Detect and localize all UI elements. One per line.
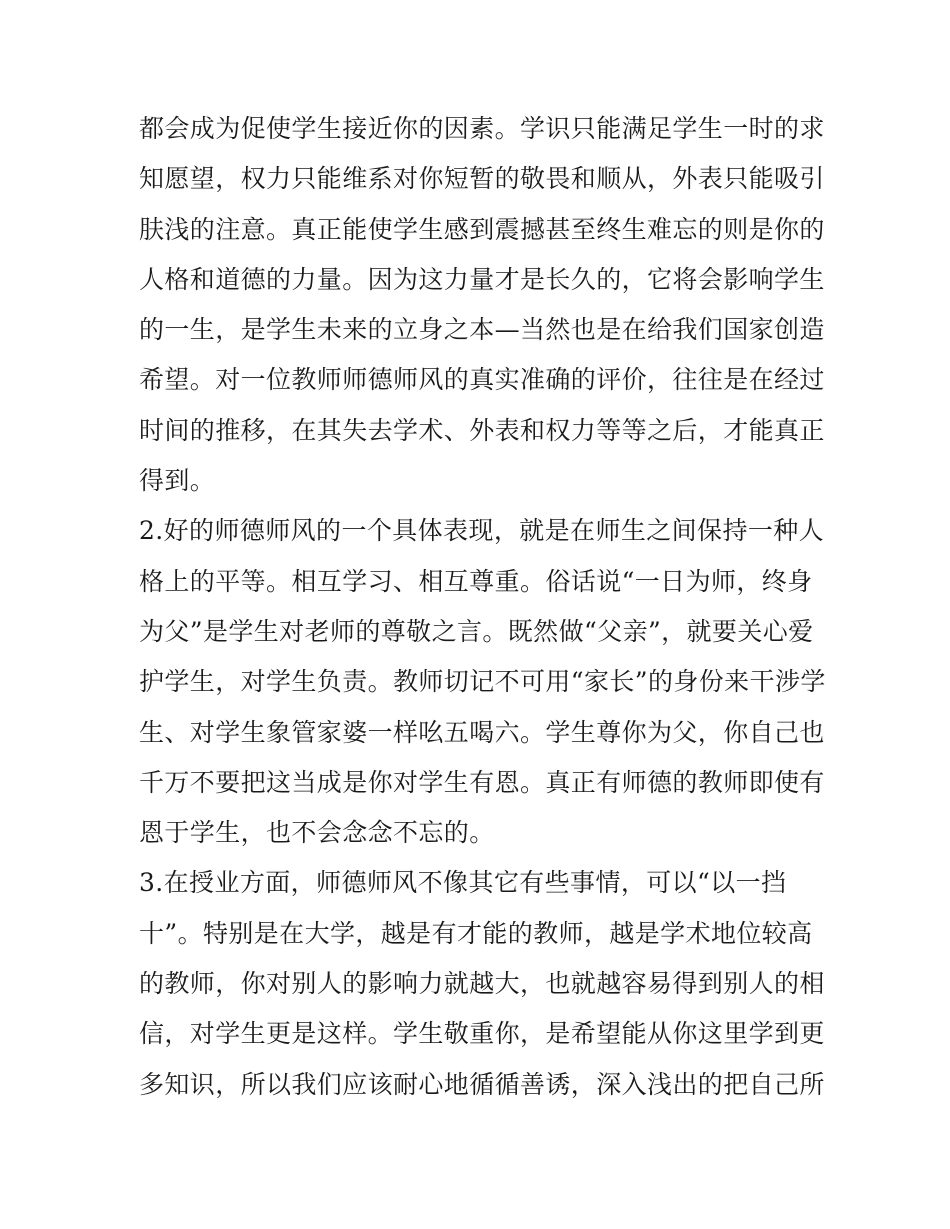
text-line: 肤浅的注意。真正能使学生感到震撼甚至终生难忘的则是你的: [139, 214, 825, 244]
text-line: 2.好的师德师风的一个具体表现，就是在师生之间保持一种人: [139, 516, 825, 546]
text-line: 的教师，你对别人的影响力就越大，也就越容易得到别人的相: [139, 969, 825, 999]
text-line: 知愿望，权力只能维系对你短暂的敬畏和顺从，外表只能吸引: [139, 164, 825, 194]
text-line: 生、对学生象管家婆一样吆五喝六。学生尊你为父，你自己也: [139, 717, 825, 747]
text-line: 的一生，是学生未来的立身之本—当然也是在给我们国家创造: [139, 315, 825, 345]
text-line: 3.在授业方面，师德师风不像其它有些事情，可以“以一挡: [139, 868, 787, 898]
text-line: 得到。: [139, 466, 216, 496]
body-text: [139, 104, 829, 1110]
text-line: 格上的平等。相互学习、相互尊重。俗话说“一日为师，终身: [139, 566, 813, 596]
text-line: 希望。对一位教师师德师风的真实准确的评价，往往是在经过: [139, 365, 825, 395]
text-line: 十”。特别是在大学，越是有才能的教师，越是学术地位较高: [139, 918, 813, 948]
text-line: 多知识，所以我们应该耐心地循循善诱，深入浅出的把自己所: [139, 1069, 825, 1099]
text-line: 信，对学生更是这样。学生敬重你，是希望能从你这里学到更: [139, 1019, 825, 1049]
text-line: 时间的推移，在其失去学术、外表和权力等等之后，才能真正: [139, 415, 825, 445]
text-line: 护学生，对学生负责。教师切记不可用“家长”的身份来干涉学: [139, 667, 826, 697]
text-line: 人格和道德的力量。因为这力量才是长久的，它将会影响学生: [139, 264, 825, 294]
text-line: 为父”是学生对老师的尊敬之言。既然做“父亲”，就要关心爱: [139, 616, 814, 646]
text-line: 都会成为促使学生接近你的因素。学识只能满足学生一时的求: [139, 114, 825, 143]
text-line: 千万不要把这当成是你对学生有恩。真正有师德的教师即使有: [139, 767, 825, 797]
text-line: 恩于学生，也不会念念不忘的。: [139, 818, 495, 848]
